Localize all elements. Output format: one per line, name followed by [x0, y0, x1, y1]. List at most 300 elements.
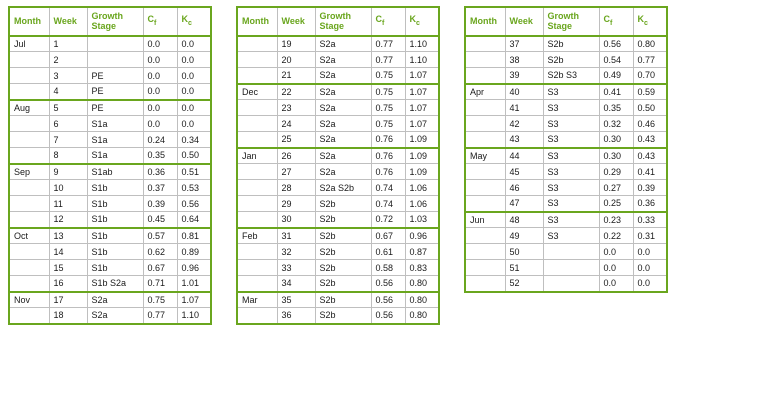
cell-month: Dec	[237, 84, 277, 100]
cell-cf: 0.24	[143, 132, 177, 148]
cell-month	[237, 276, 277, 292]
cell-month	[237, 52, 277, 68]
cell-kc: 0.50	[177, 148, 211, 164]
cell-cf: 0.67	[371, 228, 405, 244]
header-cf-sub: f	[154, 20, 157, 28]
cell-month	[237, 116, 277, 132]
cell-month: Oct	[9, 228, 49, 244]
cell-growth-stage: S2a	[315, 148, 371, 164]
cell-week: 25	[277, 132, 315, 148]
cell-kc: 1.07	[405, 100, 439, 116]
cell-growth-stage: S2a S2b	[315, 180, 371, 196]
cell-growth-stage: S3	[543, 148, 599, 164]
cell-week: 48	[505, 212, 543, 228]
cell-week: 38	[505, 52, 543, 68]
cell-month	[237, 308, 277, 324]
cell-growth-stage: S2b	[315, 244, 371, 260]
cell-month	[237, 132, 277, 148]
cell-week: 46	[505, 180, 543, 196]
cell-week: 24	[277, 116, 315, 132]
cell-cf: 0.75	[371, 100, 405, 116]
cell-growth-stage: S3	[543, 84, 599, 100]
table-row	[9, 260, 211, 276]
cell-kc: 0.0	[177, 100, 211, 116]
coefficient-table-3	[464, 6, 668, 293]
cell-week: 34	[277, 276, 315, 292]
cell-growth-stage	[543, 276, 599, 292]
cell-cf: 0.75	[371, 68, 405, 84]
table-row	[465, 196, 667, 212]
header-cf-main: C	[375, 14, 382, 25]
table-row	[465, 260, 667, 276]
cell-month	[237, 36, 277, 52]
cell-week: 47	[505, 196, 543, 212]
table-row	[237, 244, 439, 260]
cell-kc: 0.89	[177, 244, 211, 260]
cell-kc: 1.07	[405, 84, 439, 100]
table-row	[465, 84, 667, 100]
cell-week: 19	[277, 36, 315, 52]
table-row	[237, 132, 439, 148]
cell-week: 33	[277, 260, 315, 276]
cell-growth-stage: S2b	[315, 308, 371, 324]
cell-kc: 0.50	[633, 100, 667, 116]
cell-cf: 0.0	[599, 260, 633, 276]
cell-week: 12	[49, 212, 87, 228]
table-row	[237, 100, 439, 116]
cell-cf: 0.62	[143, 244, 177, 260]
cell-kc: 0.96	[405, 228, 439, 244]
cell-cf: 0.72	[371, 212, 405, 228]
cell-kc: 0.80	[405, 276, 439, 292]
table-row	[237, 84, 439, 100]
cell-week: 20	[277, 52, 315, 68]
table-row	[465, 212, 667, 228]
cell-month	[465, 68, 505, 84]
table-row	[9, 212, 211, 228]
header-cf-sub: f	[382, 20, 385, 28]
cell-kc: 0.53	[177, 180, 211, 196]
table-row	[465, 244, 667, 260]
table-row	[237, 292, 439, 308]
cell-cf: 0.0	[143, 84, 177, 100]
cell-growth-stage: PE	[87, 68, 143, 84]
cell-kc: 0.81	[177, 228, 211, 244]
table-row	[9, 84, 211, 100]
cell-cf: 0.71	[143, 276, 177, 292]
header-week: Week	[505, 7, 543, 36]
cell-week: 45	[505, 164, 543, 180]
cell-kc: 1.10	[405, 36, 439, 52]
header-kc	[405, 7, 439, 36]
table-row	[237, 276, 439, 292]
cell-growth-stage: S2b	[315, 276, 371, 292]
cell-month	[237, 244, 277, 260]
header-week: Week	[49, 7, 87, 36]
cell-growth-stage: S2a	[315, 84, 371, 100]
cell-growth-stage: S1b	[87, 180, 143, 196]
table-row	[237, 148, 439, 164]
cell-kc: 0.43	[633, 132, 667, 148]
cell-kc: 0.77	[633, 52, 667, 68]
cell-month	[9, 276, 49, 292]
cell-kc: 0.46	[633, 116, 667, 132]
cell-kc: 1.09	[405, 164, 439, 180]
header-month: Month	[9, 7, 49, 36]
cell-month	[9, 212, 49, 228]
table-row	[9, 132, 211, 148]
cell-cf: 0.32	[599, 116, 633, 132]
header-cf-main: C	[147, 14, 154, 25]
header-row	[237, 7, 439, 36]
cell-cf: 0.75	[143, 292, 177, 308]
cell-kc: 1.09	[405, 132, 439, 148]
cell-cf: 0.76	[371, 132, 405, 148]
cell-kc: 0.31	[633, 228, 667, 244]
cell-growth-stage: S3	[543, 196, 599, 212]
cell-kc: 1.06	[405, 180, 439, 196]
cell-cf: 0.36	[143, 164, 177, 180]
cell-month	[465, 180, 505, 196]
cell-cf: 0.74	[371, 180, 405, 196]
cell-cf: 0.29	[599, 164, 633, 180]
header-week: Week	[277, 7, 315, 36]
table-row	[9, 68, 211, 84]
cell-week: 13	[49, 228, 87, 244]
cell-kc: 0.83	[405, 260, 439, 276]
cell-growth-stage	[543, 260, 599, 276]
cell-growth-stage: S2b	[315, 260, 371, 276]
cell-cf: 0.61	[371, 244, 405, 260]
cell-month	[465, 132, 505, 148]
table-body-2	[237, 36, 439, 324]
cell-month	[465, 228, 505, 244]
cell-month: Jun	[465, 212, 505, 228]
table-row	[465, 148, 667, 164]
table-row	[237, 212, 439, 228]
cell-cf: 0.77	[371, 52, 405, 68]
cell-kc: 0.41	[633, 164, 667, 180]
table-row	[465, 36, 667, 52]
cell-month	[237, 212, 277, 228]
table-row	[465, 228, 667, 244]
cell-growth-stage: S2b	[543, 52, 599, 68]
table-row	[465, 100, 667, 116]
header-cf	[371, 7, 405, 36]
cell-week: 15	[49, 260, 87, 276]
table-row	[9, 276, 211, 292]
table-row	[465, 164, 667, 180]
cell-kc: 0.80	[405, 292, 439, 308]
coefficient-table-1	[8, 6, 212, 325]
header-kc-main: K	[181, 14, 188, 25]
cell-growth-stage: S3	[543, 100, 599, 116]
table-row	[9, 180, 211, 196]
cell-month	[9, 52, 49, 68]
cell-growth-stage	[87, 52, 143, 68]
cell-week: 10	[49, 180, 87, 196]
cell-month: Mar	[237, 292, 277, 308]
table-row	[9, 116, 211, 132]
cell-month	[465, 116, 505, 132]
cell-kc: 1.03	[405, 212, 439, 228]
table-row	[237, 116, 439, 132]
cell-cf: 0.22	[599, 228, 633, 244]
header-kc-sub: c	[188, 20, 192, 28]
header-cf	[599, 7, 633, 36]
cell-month	[9, 116, 49, 132]
cell-week: 36	[277, 308, 315, 324]
cell-cf: 0.0	[143, 68, 177, 84]
cell-growth-stage: S1b	[87, 260, 143, 276]
cell-cf: 0.37	[143, 180, 177, 196]
cell-cf: 0.0	[143, 36, 177, 52]
header-kc-sub: c	[644, 20, 648, 28]
table-row	[9, 308, 211, 324]
cell-growth-stage: S3	[543, 164, 599, 180]
cell-week: 30	[277, 212, 315, 228]
cell-week: 29	[277, 196, 315, 212]
cell-week: 52	[505, 276, 543, 292]
table-row	[9, 164, 211, 180]
cell-month	[237, 260, 277, 276]
table-row	[465, 52, 667, 68]
cell-kc: 0.59	[633, 84, 667, 100]
cell-week: 28	[277, 180, 315, 196]
cell-growth-stage: S1b	[87, 212, 143, 228]
cell-month	[465, 36, 505, 52]
cell-cf: 0.75	[371, 84, 405, 100]
cell-kc: 0.0	[177, 52, 211, 68]
cell-month	[465, 100, 505, 116]
table-row	[9, 244, 211, 260]
cell-cf: 0.30	[599, 148, 633, 164]
cell-month	[465, 164, 505, 180]
cell-growth-stage: S2b	[315, 212, 371, 228]
cell-cf: 0.76	[371, 164, 405, 180]
cell-kc: 1.07	[177, 292, 211, 308]
cell-kc: 0.0	[633, 276, 667, 292]
cell-growth-stage: S2b	[315, 292, 371, 308]
cell-kc: 0.33	[633, 212, 667, 228]
table-row	[9, 36, 211, 52]
cell-kc: 0.36	[633, 196, 667, 212]
cell-growth-stage: S3	[543, 180, 599, 196]
cell-month	[9, 180, 49, 196]
cell-kc: 0.0	[177, 116, 211, 132]
cell-growth-stage: S1a	[87, 116, 143, 132]
cell-growth-stage	[87, 36, 143, 52]
cell-cf: 0.76	[371, 148, 405, 164]
cell-cf: 0.35	[599, 100, 633, 116]
cell-cf: 0.77	[143, 308, 177, 324]
cell-week: 1	[49, 36, 87, 52]
cell-week: 14	[49, 244, 87, 260]
cell-kc: 0.80	[405, 308, 439, 324]
cell-kc: 1.10	[177, 308, 211, 324]
table-row	[9, 292, 211, 308]
cell-kc: 1.07	[405, 68, 439, 84]
cell-kc: 0.64	[177, 212, 211, 228]
cell-kc: 0.51	[177, 164, 211, 180]
cell-growth-stage: S2a	[315, 132, 371, 148]
cell-growth-stage: PE	[87, 100, 143, 116]
cell-cf: 0.45	[143, 212, 177, 228]
cell-week: 23	[277, 100, 315, 116]
cell-month: Sep	[9, 164, 49, 180]
cell-month: Feb	[237, 228, 277, 244]
cell-month: Jul	[9, 36, 49, 52]
cell-week: 9	[49, 164, 87, 180]
header-kc-main: K	[637, 14, 644, 25]
cell-cf: 0.75	[371, 116, 405, 132]
cell-cf: 0.56	[371, 276, 405, 292]
table-body-1	[9, 36, 211, 324]
cell-month: Nov	[9, 292, 49, 308]
cell-week: 40	[505, 84, 543, 100]
cell-cf: 0.74	[371, 196, 405, 212]
cell-growth-stage: S3	[543, 116, 599, 132]
cell-cf: 0.58	[371, 260, 405, 276]
header-kc-sub: c	[416, 20, 420, 28]
cell-cf: 0.0	[599, 276, 633, 292]
cell-week: 16	[49, 276, 87, 292]
cell-kc: 0.70	[633, 68, 667, 84]
cell-kc: 0.34	[177, 132, 211, 148]
cell-month	[465, 52, 505, 68]
cell-week: 8	[49, 148, 87, 164]
table-row	[465, 132, 667, 148]
cell-week: 4	[49, 84, 87, 100]
cell-month	[237, 164, 277, 180]
cell-kc: 0.0	[177, 84, 211, 100]
cell-kc: 1.10	[405, 52, 439, 68]
cell-week: 5	[49, 100, 87, 116]
cell-growth-stage: S2a	[315, 68, 371, 84]
cell-growth-stage: S2b	[543, 36, 599, 52]
table-row	[9, 52, 211, 68]
cell-kc: 0.0	[177, 36, 211, 52]
table-row	[9, 148, 211, 164]
cell-month	[237, 68, 277, 84]
cell-kc: 0.96	[177, 260, 211, 276]
cell-month	[9, 68, 49, 84]
cell-cf: 0.54	[599, 52, 633, 68]
cell-cf: 0.0	[143, 52, 177, 68]
cell-month	[465, 244, 505, 260]
cell-cf: 0.35	[143, 148, 177, 164]
table-row	[9, 228, 211, 244]
table-block-1	[8, 6, 212, 419]
cell-week: 50	[505, 244, 543, 260]
cell-kc: 0.43	[633, 148, 667, 164]
cell-week: 51	[505, 260, 543, 276]
cell-growth-stage: S2a	[315, 164, 371, 180]
cell-month	[465, 260, 505, 276]
cell-week: 6	[49, 116, 87, 132]
cell-cf: 0.77	[371, 36, 405, 52]
cell-week: 32	[277, 244, 315, 260]
table-row	[237, 228, 439, 244]
cell-week: 3	[49, 68, 87, 84]
cell-growth-stage: S2a	[315, 116, 371, 132]
cell-week: 27	[277, 164, 315, 180]
cell-cf: 0.57	[143, 228, 177, 244]
cell-month	[237, 196, 277, 212]
cell-week: 21	[277, 68, 315, 84]
table-row	[237, 196, 439, 212]
cell-week: 7	[49, 132, 87, 148]
table-row	[237, 36, 439, 52]
cell-growth-stage: S2b S3	[543, 68, 599, 84]
cell-month	[9, 148, 49, 164]
cell-month	[9, 308, 49, 324]
table-row	[465, 180, 667, 196]
cell-kc: 1.09	[405, 148, 439, 164]
cell-cf: 0.56	[371, 308, 405, 324]
cell-month	[9, 244, 49, 260]
cell-cf: 0.41	[599, 84, 633, 100]
cell-kc: 1.06	[405, 196, 439, 212]
header-growth-stage: Growth Stage	[315, 7, 371, 36]
cell-growth-stage: S3	[543, 132, 599, 148]
table-row	[465, 116, 667, 132]
cell-month	[9, 132, 49, 148]
cell-week: 39	[505, 68, 543, 84]
cell-week: 35	[277, 292, 315, 308]
cell-week: 44	[505, 148, 543, 164]
cell-growth-stage: S1ab	[87, 164, 143, 180]
header-kc	[177, 7, 211, 36]
cell-growth-stage: S2b	[315, 196, 371, 212]
cell-month	[465, 196, 505, 212]
table-row	[465, 276, 667, 292]
cell-week: 17	[49, 292, 87, 308]
cell-cf: 0.30	[599, 132, 633, 148]
header-growth-stage: Growth Stage	[87, 7, 143, 36]
cell-kc: 0.0	[633, 244, 667, 260]
table-row	[237, 68, 439, 84]
cell-growth-stage: S2b	[315, 228, 371, 244]
cell-week: 41	[505, 100, 543, 116]
table-row	[9, 196, 211, 212]
cell-kc: 0.80	[633, 36, 667, 52]
cell-week: 37	[505, 36, 543, 52]
cell-cf: 0.25	[599, 196, 633, 212]
cell-cf: 0.23	[599, 212, 633, 228]
cell-week: 2	[49, 52, 87, 68]
cell-growth-stage: S3	[543, 212, 599, 228]
cell-week: 18	[49, 308, 87, 324]
header-row	[465, 7, 667, 36]
table-header-3	[465, 7, 667, 36]
cell-growth-stage: PE	[87, 84, 143, 100]
header-growth-stage: Growth Stage	[543, 7, 599, 36]
table-block-3	[464, 6, 668, 419]
cell-kc: 1.07	[405, 116, 439, 132]
cell-growth-stage	[543, 244, 599, 260]
cell-month	[9, 260, 49, 276]
cell-cf: 0.27	[599, 180, 633, 196]
cell-month	[9, 196, 49, 212]
cell-week: 31	[277, 228, 315, 244]
cell-week: 49	[505, 228, 543, 244]
cell-cf: 0.67	[143, 260, 177, 276]
table-body-3	[465, 36, 667, 292]
header-cf-main: C	[603, 14, 610, 25]
header-row	[9, 7, 211, 36]
table-row	[237, 308, 439, 324]
